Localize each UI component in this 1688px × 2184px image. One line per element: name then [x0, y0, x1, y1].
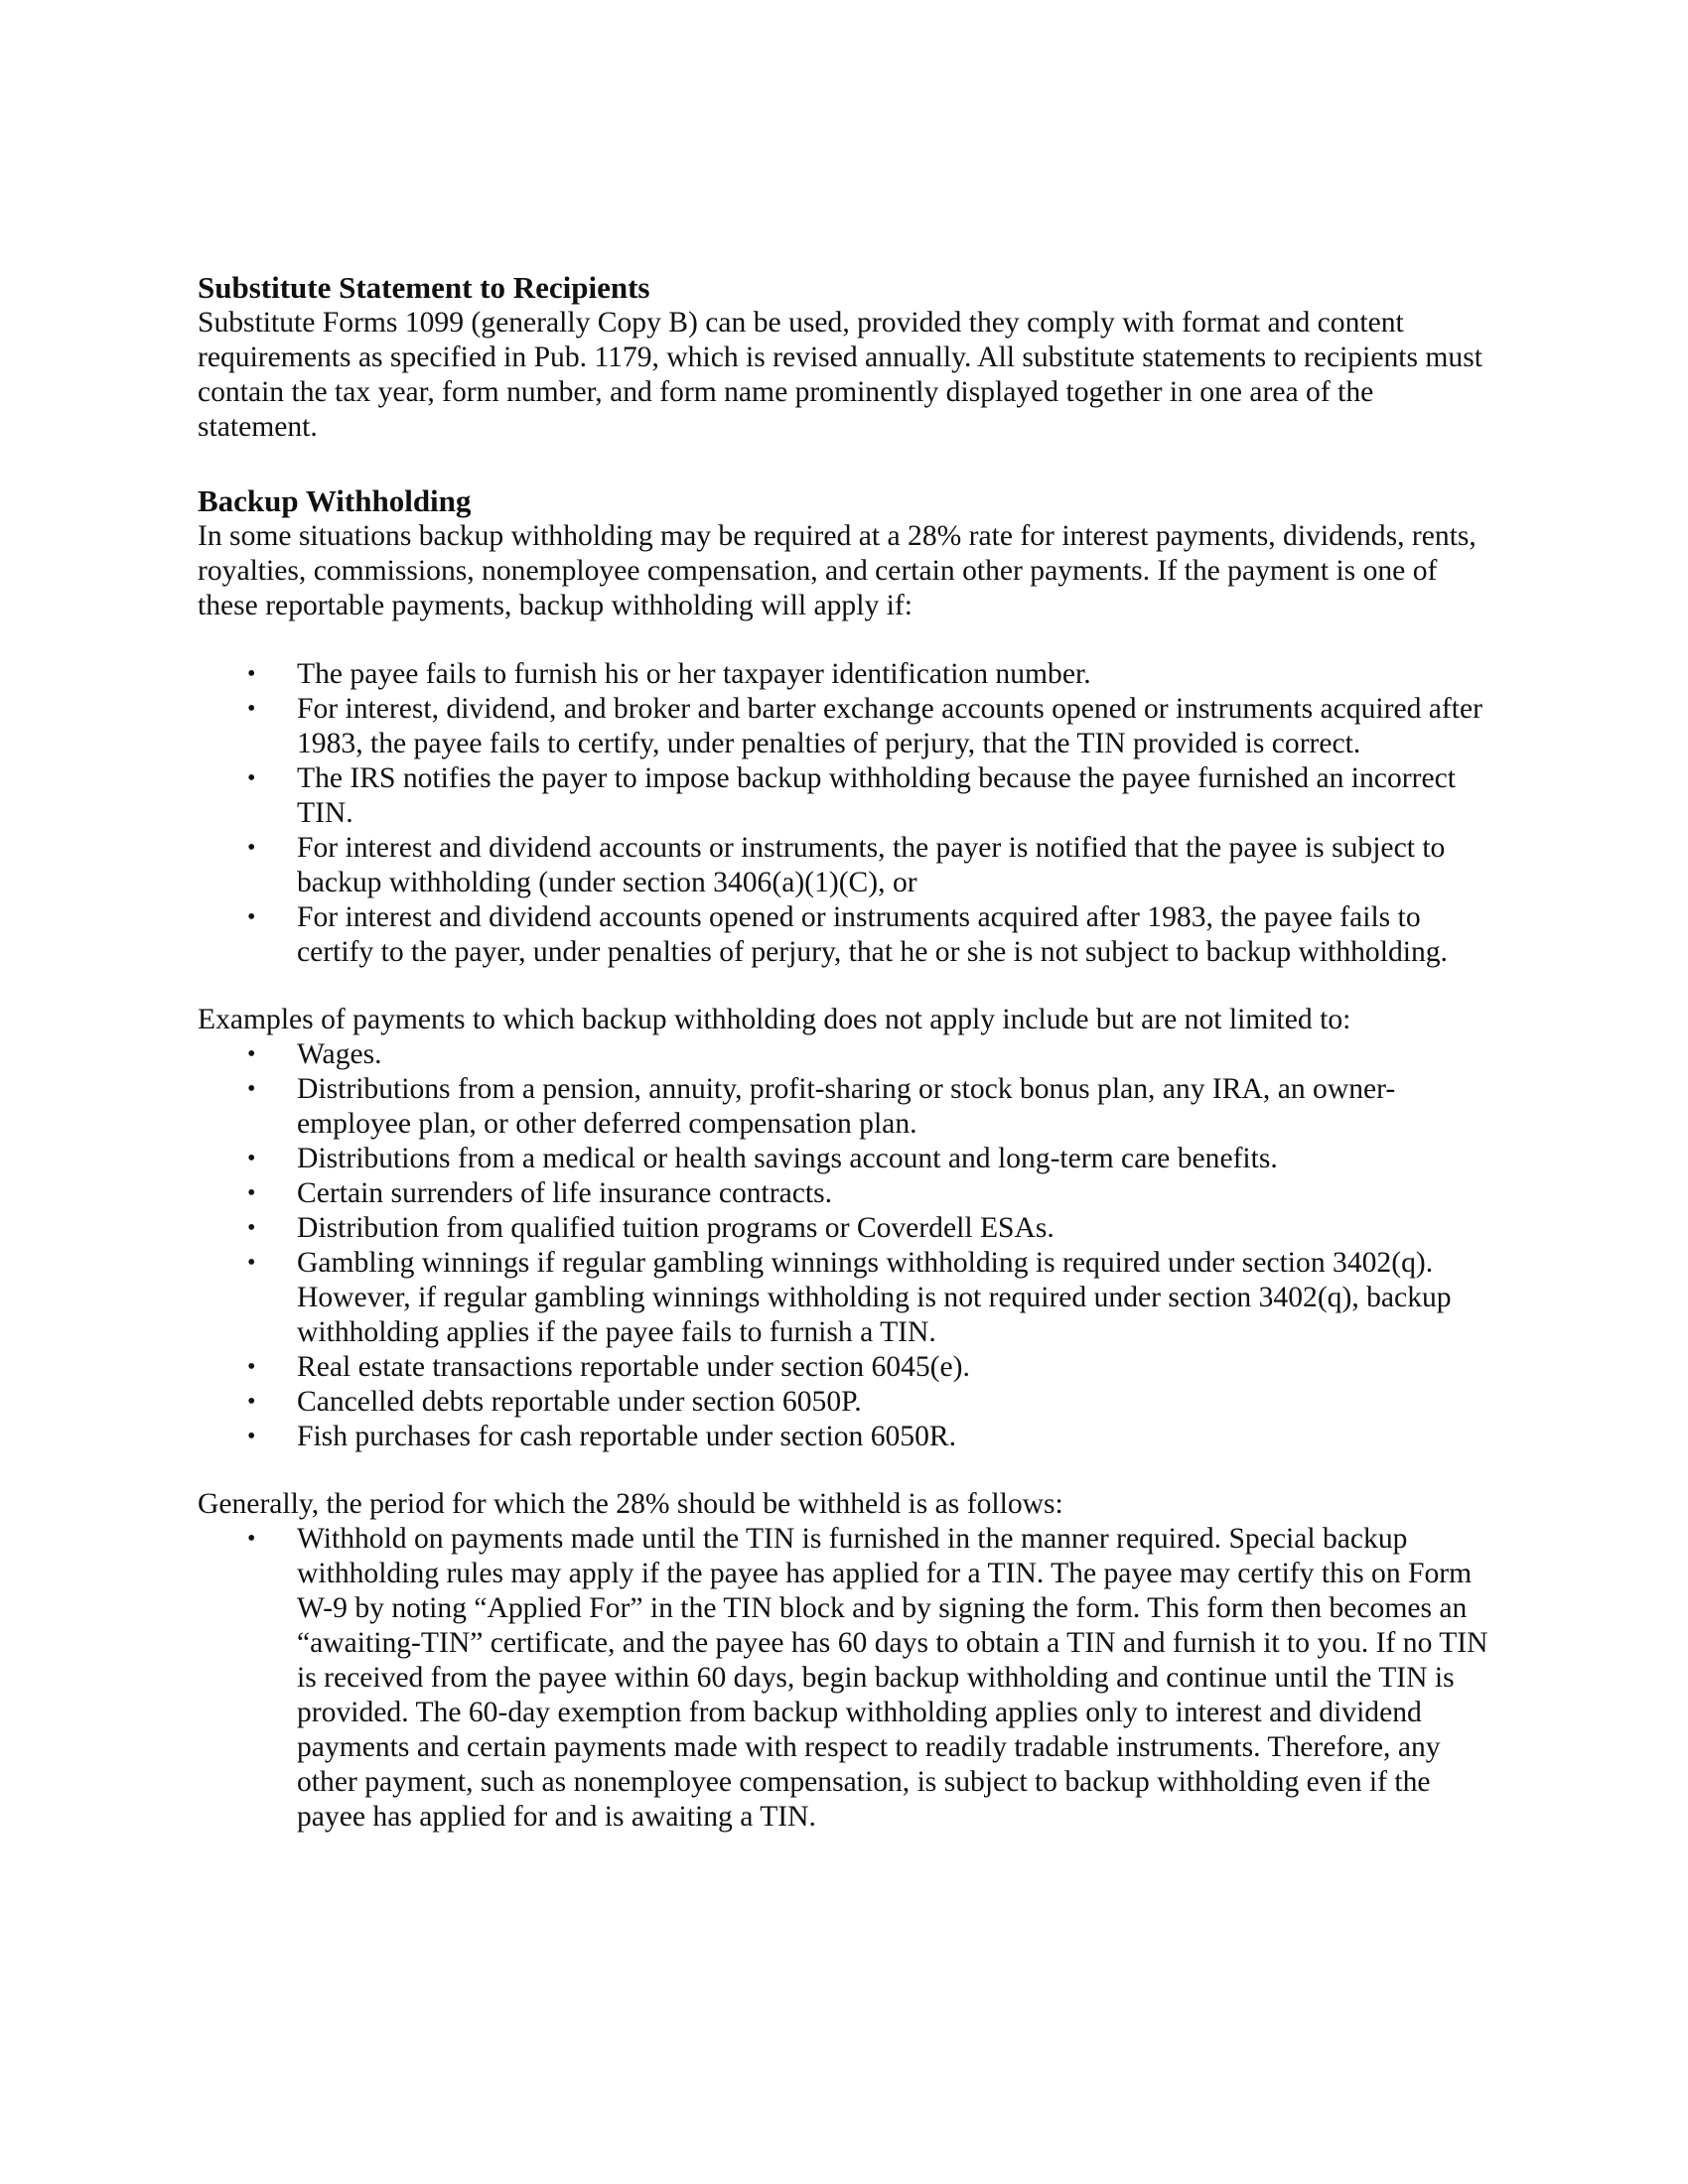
list-item: • Distributions from a pension, annuity, profit-sharing or stock bonus plan, any IRA, an owner-employee plan, or other deferred compensation plan. — [247, 1073, 1396, 1140]
list-item: • For interest and dividend accounts opened or instruments acquired after 1983, the payee fails to certify to the payer, under penalties of perjury, that he or she is not subject to backup withholding. — [247, 901, 1448, 968]
examples-intro: Examples of payments to which backup withholding does not apply include but are not limited to: — [198, 1004, 1351, 1035]
list-item: • The payee fails to furnish his or her taxpayer identification number. — [247, 658, 1091, 690]
bullet-icon: • — [247, 661, 256, 687]
bullet-icon: • — [247, 1526, 256, 1552]
bullet-icon: • — [247, 1180, 256, 1206]
section-heading-substitute-statement: Substitute Statement to Recipients — [198, 270, 650, 305]
list-item: • The IRS notifies the payer to impose backup withholding because the payee furnished an incorrect TIN. — [247, 762, 1456, 829]
apply-conditions-list — [198, 657, 1488, 970]
bullet-icon: • — [247, 1215, 256, 1241]
section-body-backup-withholding: In some situations backup withholding may be required at a 28% rate for interest payments, dividends, rents, royalties, commissions, nonemployee compensation, and certain other payments. If the payment is one of these reportable payments, backup withholding will apply if: — [198, 520, 1477, 621]
section-heading-backup-withholding: Backup Withholding — [198, 483, 472, 518]
bullet-icon: • — [247, 765, 256, 791]
bullet-icon: • — [247, 1146, 256, 1171]
list-item: • Distribution from qualified tuition programs or Coverdell ESAs. — [247, 1212, 1055, 1244]
list-item: • Distributions from a medical or health savings account and long-term care benefits. — [247, 1143, 1278, 1174]
bullet-icon: • — [247, 1250, 256, 1276]
list-item: • Gambling winnings if regular gambling winnings withholding is required under section 3402(q). However, if regular gambling winnings withholding is not required under section 3402(q), backup withholding applies if the payee fails to furnish a TIN. — [247, 1247, 1452, 1348]
list-item: • Real estate transactions reportable under section 6045(e). — [247, 1351, 970, 1383]
document-page — [198, 270, 1488, 1835]
bullet-icon: • — [247, 1041, 256, 1067]
period-list — [198, 1522, 1488, 1835]
bullet-icon: • — [247, 1354, 256, 1380]
list-item: • Wages. — [247, 1038, 382, 1070]
bullet-icon: • — [247, 696, 256, 722]
bullet-icon: • — [247, 835, 256, 861]
examples-list — [198, 1037, 1488, 1454]
bullet-icon: • — [247, 1076, 256, 1102]
list-item: • Certain surrenders of life insurance contracts. — [247, 1177, 833, 1209]
bullet-icon: • — [247, 1389, 256, 1415]
list-item: • Cancelled debts reportable under section 6050P. — [247, 1386, 862, 1418]
list-item: • Fish purchases for cash reportable under section 6050R. — [247, 1421, 957, 1452]
list-item: • For interest, dividend, and broker and barter exchange accounts opened or instruments acquired after 1983, the payee fails to certify, under penalties of perjury, that the TIN provided is correct. — [247, 693, 1482, 759]
period-intro: Generally, the period for which the 28% should be withheld is as follows: — [198, 1488, 1063, 1520]
bullet-icon: • — [247, 904, 256, 930]
list-item: • For interest and dividend accounts or instruments, the payer is notified that the payee is subject to backup withholding (under section 3406(a)(1)(C), or — [247, 832, 1446, 898]
bullet-icon: • — [247, 1424, 256, 1449]
list-item: • Withhold on payments made until the TIN is furnished in the manner required. Special backup withholding rules may apply if the payee has applied for a TIN. The payee may certify this on Form W-9 by noting “Applied For” in the TIN block and by signing the form. This form then becomes an “awaiting-TIN” certificate, and the payee has 60 days to obtain a TIN and furnish it to you. If no TIN is received from the payee within 60 days, begin backup withholding and continue until the TIN is provided. The 60-day exemption from backup withholding applies only to interest and dividend payments and certain payments made with respect to readily tradable instruments. Therefore, any other payment, such as nonemployee compensation, is subject to backup withholding even if the payee has applied for and is awaiting a TIN. — [247, 1523, 1488, 1833]
section-body-substitute-statement: Substitute Forms 1099 (generally Copy B) can be used, provided they comply with format and content requirements as specified in Pub. 1179, which is revised annually. All substitute statements to recipients must contain the tax year, form number, and form name prominently displayed together in one area of the statement. — [198, 307, 1482, 443]
